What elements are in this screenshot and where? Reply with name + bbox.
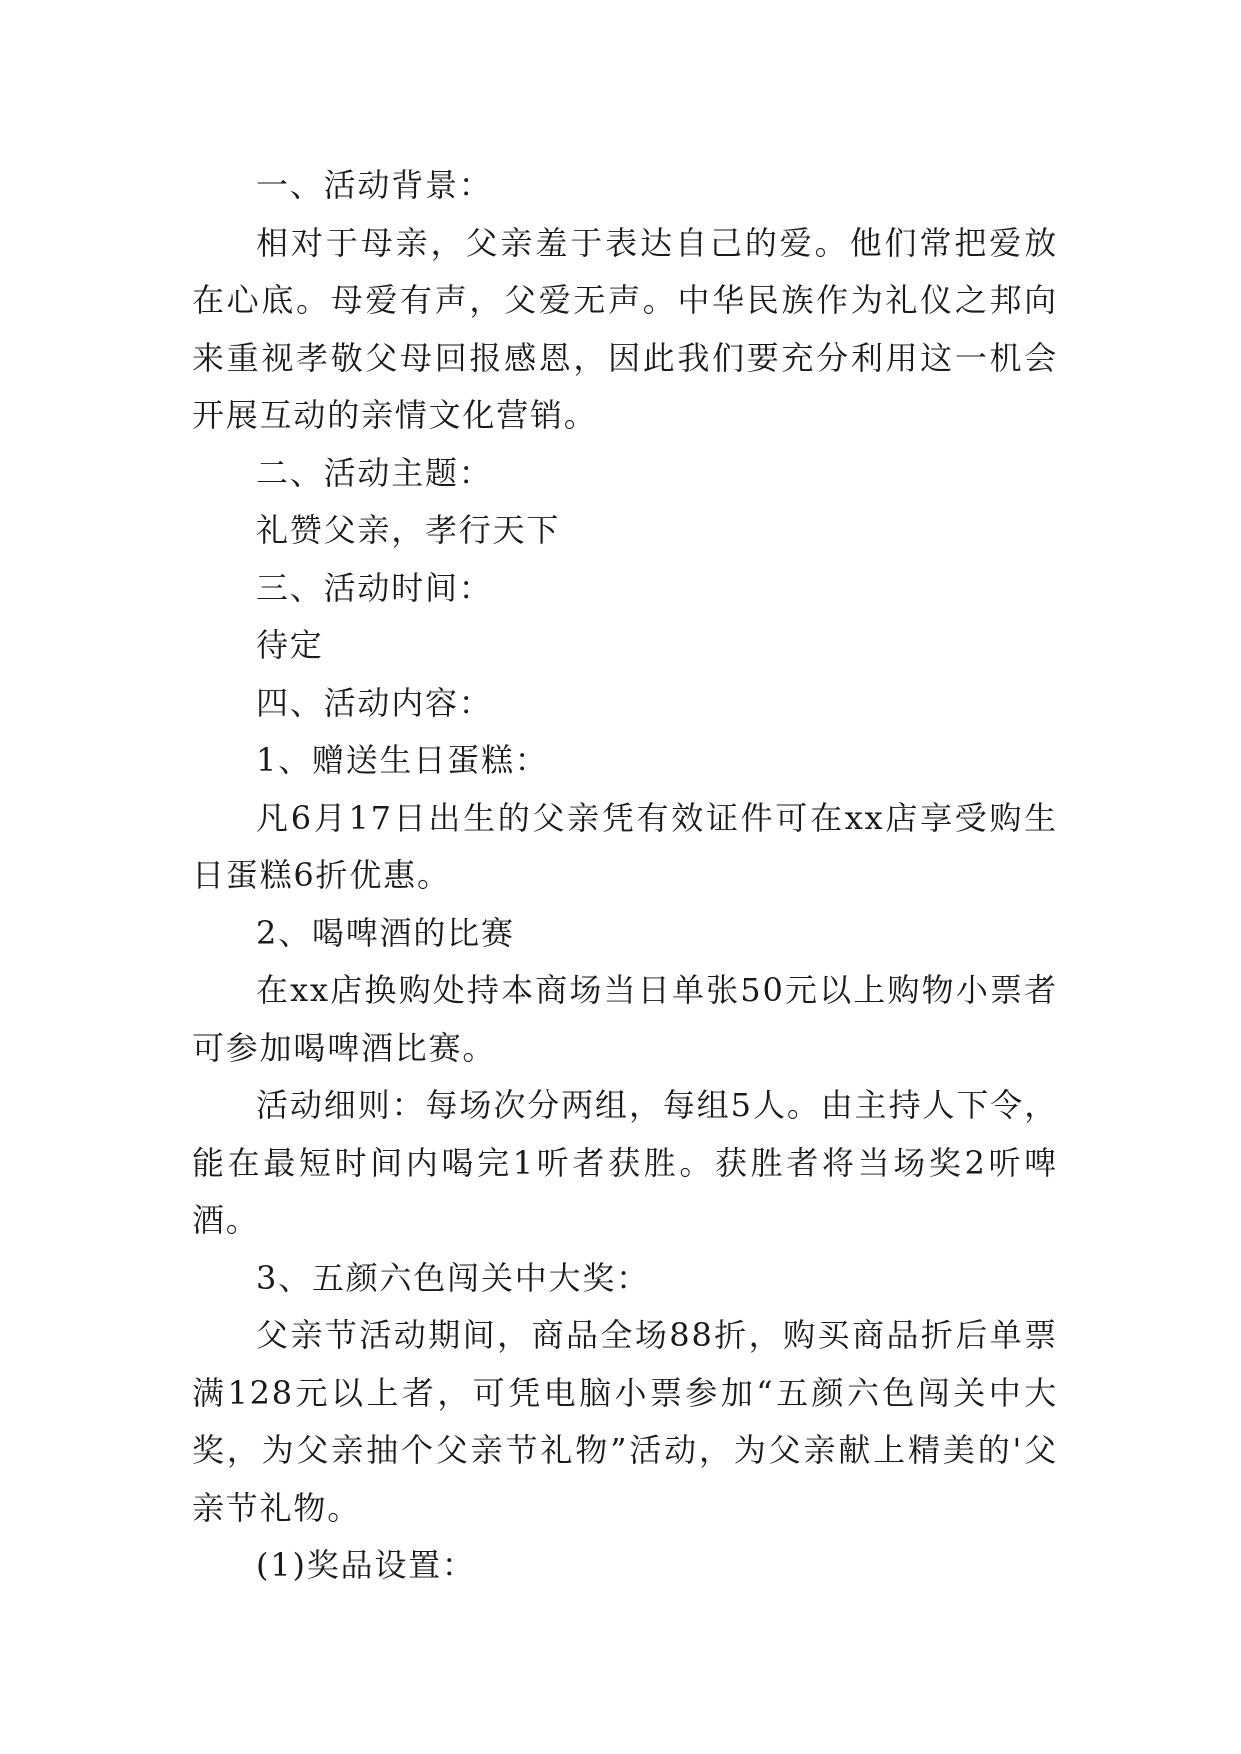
paragraph-beer-rules: 活动细则：每场次分两组，每组5人。由主持人下令，能在最短时间内喝完1听者获胜。获胜者将当场奖2听啤酒。 bbox=[192, 1086, 1058, 1239]
section-heading-time: 三、活动时间： bbox=[256, 568, 493, 607]
subheading-cake: 1、赠送生日蛋糕： bbox=[256, 741, 549, 779]
paragraph-time: 待定 bbox=[256, 626, 324, 664]
paragraph-beer: 在xx店换购处持本商场当日单张50元以上购物小票者可参加喝啤酒比赛。 bbox=[192, 971, 1058, 1067]
paragraph-cake: 凡6月17日出生的父亲凭有效证件可在xx店享受购生日蛋糕6折优惠。 bbox=[192, 798, 1058, 894]
subheading-prize: 3、五颜六色闯关中大奖： bbox=[256, 1258, 650, 1297]
subheading-prize-setup: (1)奖品设置： bbox=[256, 1546, 476, 1584]
document-body bbox=[192, 157, 1058, 1595]
paragraph-prize: 父亲节活动期间，商品全场88折，购买商品折后单票满128元以上者，可凭电脑小票参加“五颜六色闯关中大奖，为父亲抽个父亲节礼物”活动，为父亲献上精美的'父亲节礼物。 bbox=[192, 1316, 1058, 1527]
section-heading-background: 一、活动背景： bbox=[256, 166, 493, 204]
paragraph-theme: 礼赞父亲，孝行天下 bbox=[256, 511, 561, 549]
section-heading-content: 四、活动内容： bbox=[256, 683, 493, 722]
subheading-beer: 2、喝啤酒的比赛 bbox=[256, 913, 515, 952]
section-heading-theme: 二、活动主题： bbox=[256, 453, 493, 492]
paragraph-background: 相对于母亲，父亲羞于表达自己的爱。他们常把爱放在心底。母爱有声，父爱无声。中华民族作为礼仪之邦向来重视孝敬父母回报感恩，因此我们要充分利用这一机会开展互动的亲情文化营销。 bbox=[192, 223, 1058, 434]
